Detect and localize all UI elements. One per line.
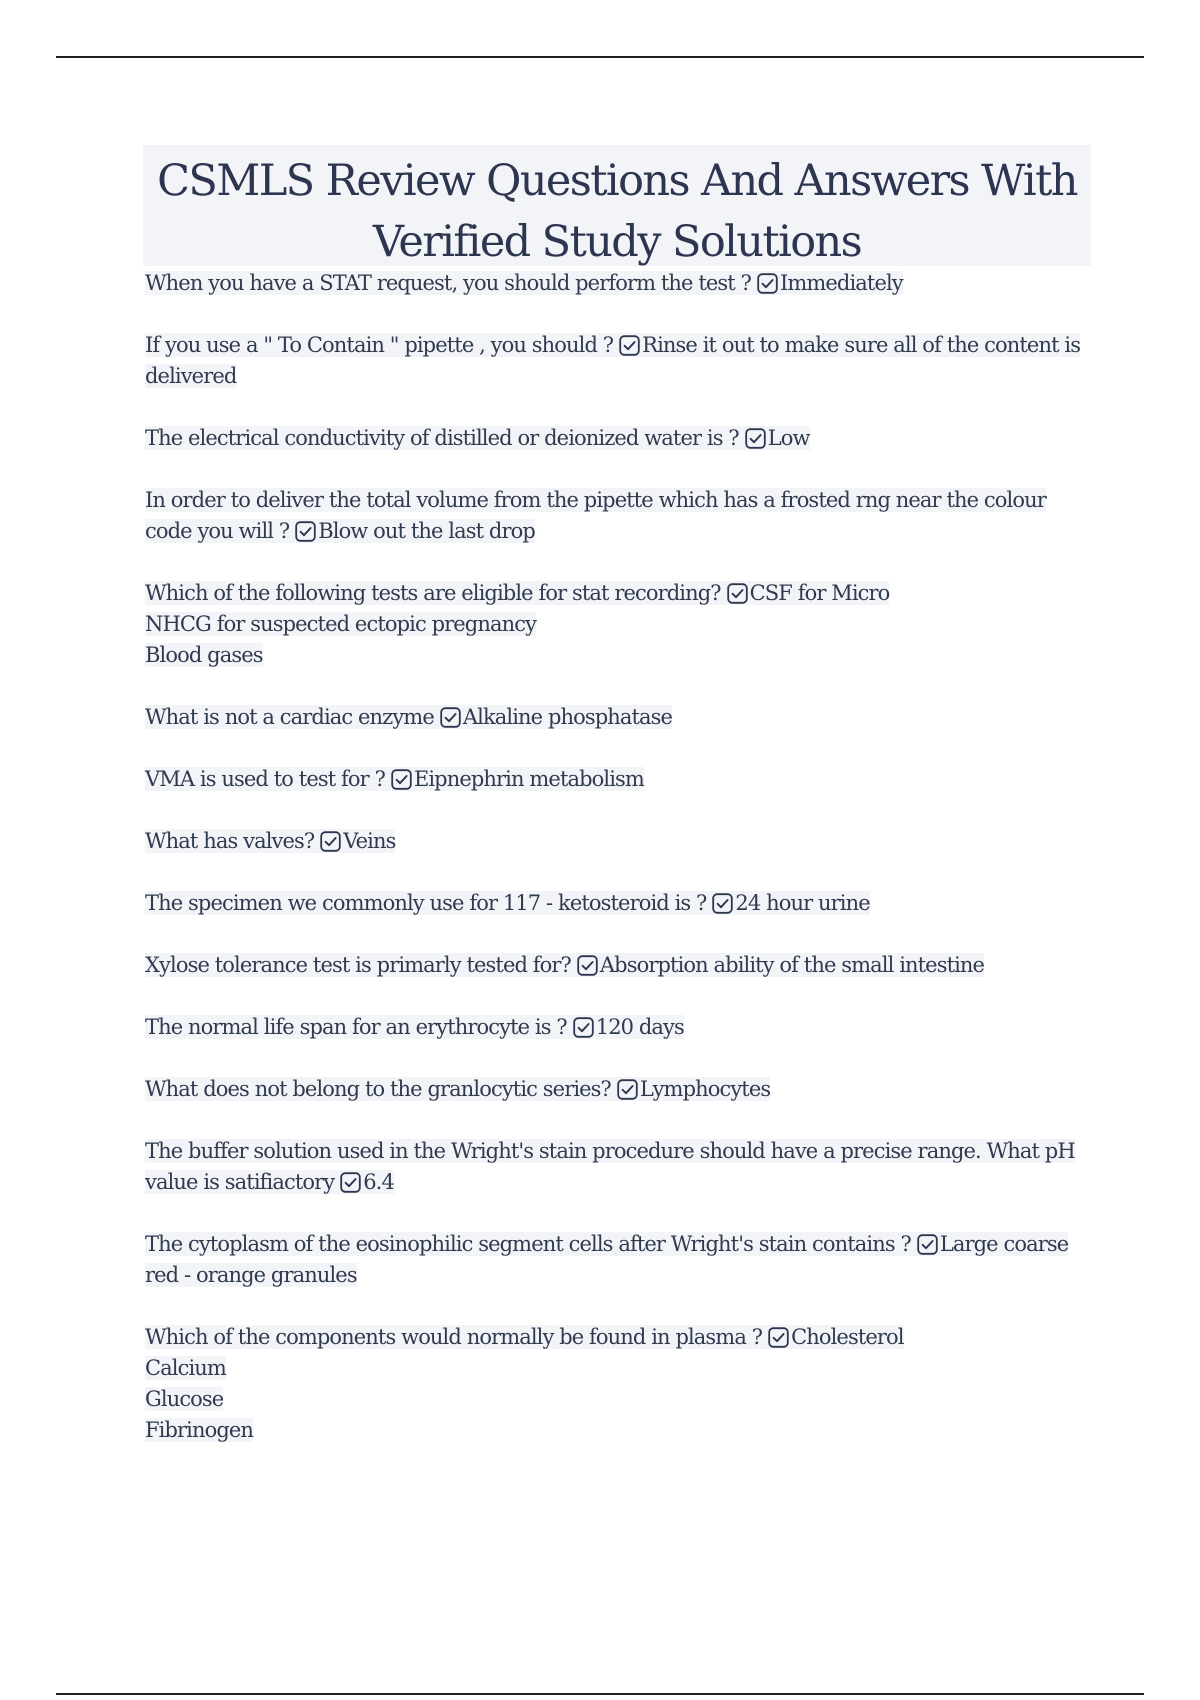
answer-extra-line: Fibrinogen [145, 1418, 254, 1442]
question-text: The normal life span for an erythrocyte is ? [145, 1015, 567, 1039]
question-text: Which of the components would normally be found in plasma ? [145, 1325, 763, 1349]
question-text: The cytoplasm of the eosinophilic segment cells after Wright's stain contains ? [145, 1232, 911, 1256]
checkbox-checked-icon [440, 707, 461, 728]
question-text: The electrical conductivity of distilled or deionized water is ? [145, 426, 739, 450]
qa-line [145, 829, 395, 853]
qa-line [145, 1015, 684, 1039]
checkbox-checked-icon [712, 893, 733, 914]
qa-item [145, 1136, 1090, 1198]
qa-item [145, 764, 1090, 795]
question-text: What has valves? [145, 829, 315, 853]
answer-text: 24 hour urine [735, 891, 870, 915]
answer-text: 120 days [595, 1015, 684, 1039]
qa-item [145, 1322, 1090, 1446]
answer-text: Low [767, 426, 810, 450]
question-text: What does not belong to the granlocytic series? [145, 1077, 611, 1101]
document-title: CSMLS Review Questions And Answers With Verified Study Solutions [157, 156, 1077, 267]
checkbox-checked-icon [577, 955, 598, 976]
answer-text: 6.4 [363, 1170, 394, 1194]
answer-extra-line: Calcium [145, 1356, 226, 1380]
checkbox-checked-icon [757, 273, 778, 294]
answer-text: Absorption ability of the small intestine [599, 953, 985, 977]
question-text: VMA is used to test for ? [145, 767, 385, 791]
checkbox-checked-icon [745, 428, 766, 449]
qa-line [145, 426, 810, 450]
answer-extra-line: Glucose [145, 1387, 224, 1411]
footer-rule [56, 1693, 1144, 1695]
qa-item [145, 1074, 1090, 1105]
title-block [143, 145, 1091, 266]
qa-item [145, 268, 1090, 299]
qa-line [145, 1232, 1068, 1287]
question-text: When you have a STAT request, you should perform the test ? [145, 271, 751, 295]
qa-line [145, 271, 903, 295]
answer-text: CSF for Micro [749, 581, 890, 605]
checkbox-checked-icon [340, 1172, 361, 1193]
question-text: In order to deliver the total volume from the pipette which has a frosted rng near the colour code you will ? [145, 488, 1046, 543]
checkbox-checked-icon [391, 769, 412, 790]
qa-item [145, 950, 1090, 981]
qa-list [145, 268, 1090, 1477]
answer-text: Eipnephrin metabolism [413, 767, 644, 791]
qa-line [145, 891, 870, 915]
qa-line [145, 767, 644, 791]
checkbox-checked-icon [619, 335, 640, 356]
checkbox-checked-icon [320, 831, 341, 852]
checkbox-checked-icon [727, 583, 748, 604]
qa-item [145, 485, 1090, 547]
answer-text: Veins [343, 829, 396, 853]
checkbox-checked-icon [917, 1234, 938, 1255]
question-text: If you use a " To Contain " pipette , you should ? [145, 333, 614, 357]
answer-text: Lymphocytes [639, 1077, 771, 1101]
answer-text: Alkaline phosphatase [462, 705, 673, 729]
qa-line [145, 953, 984, 977]
question-text: What is not a cardiac enzyme [145, 705, 434, 729]
checkbox-checked-icon [573, 1017, 594, 1038]
question-text: The specimen we commonly use for 117 - ketosteroid is ? [145, 891, 707, 915]
qa-item [145, 578, 1090, 671]
qa-line [145, 705, 672, 729]
qa-line [145, 1139, 1075, 1194]
answer-text: Blow out the last drop [318, 519, 535, 543]
header-rule [56, 56, 1144, 58]
question-text: Xylose tolerance test is primarly tested for? [145, 953, 571, 977]
qa-line [145, 581, 889, 667]
qa-item [145, 888, 1090, 919]
answer-text: Rinse it out to make sure all of the content is delivered [145, 333, 1081, 388]
checkbox-checked-icon [768, 1327, 789, 1348]
question-text: Which of the following tests are eligible for stat recording? [145, 581, 721, 605]
answer-extra-line: Blood gases [145, 643, 263, 667]
checkbox-checked-icon [295, 521, 316, 542]
qa-item [145, 826, 1090, 857]
qa-line [145, 1325, 904, 1442]
answer-text: Immediately [779, 271, 903, 295]
qa-item [145, 330, 1090, 392]
qa-line [145, 1077, 770, 1101]
qa-item [145, 423, 1090, 454]
qa-item [145, 702, 1090, 733]
qa-item [145, 1229, 1090, 1291]
answer-text: Cholesterol [791, 1325, 904, 1349]
answer-extra-line: NHCG for suspected ectopic pregnancy [145, 612, 537, 636]
question-text: The buffer solution used in the Wright's stain procedure should have a precise range. What pH value is satifiactory [145, 1139, 1075, 1194]
qa-line [145, 488, 1046, 543]
qa-line [145, 333, 1080, 388]
answer-text: Large coarse red - orange granules [145, 1232, 1069, 1287]
qa-item [145, 1012, 1090, 1043]
checkbox-checked-icon [617, 1079, 638, 1100]
